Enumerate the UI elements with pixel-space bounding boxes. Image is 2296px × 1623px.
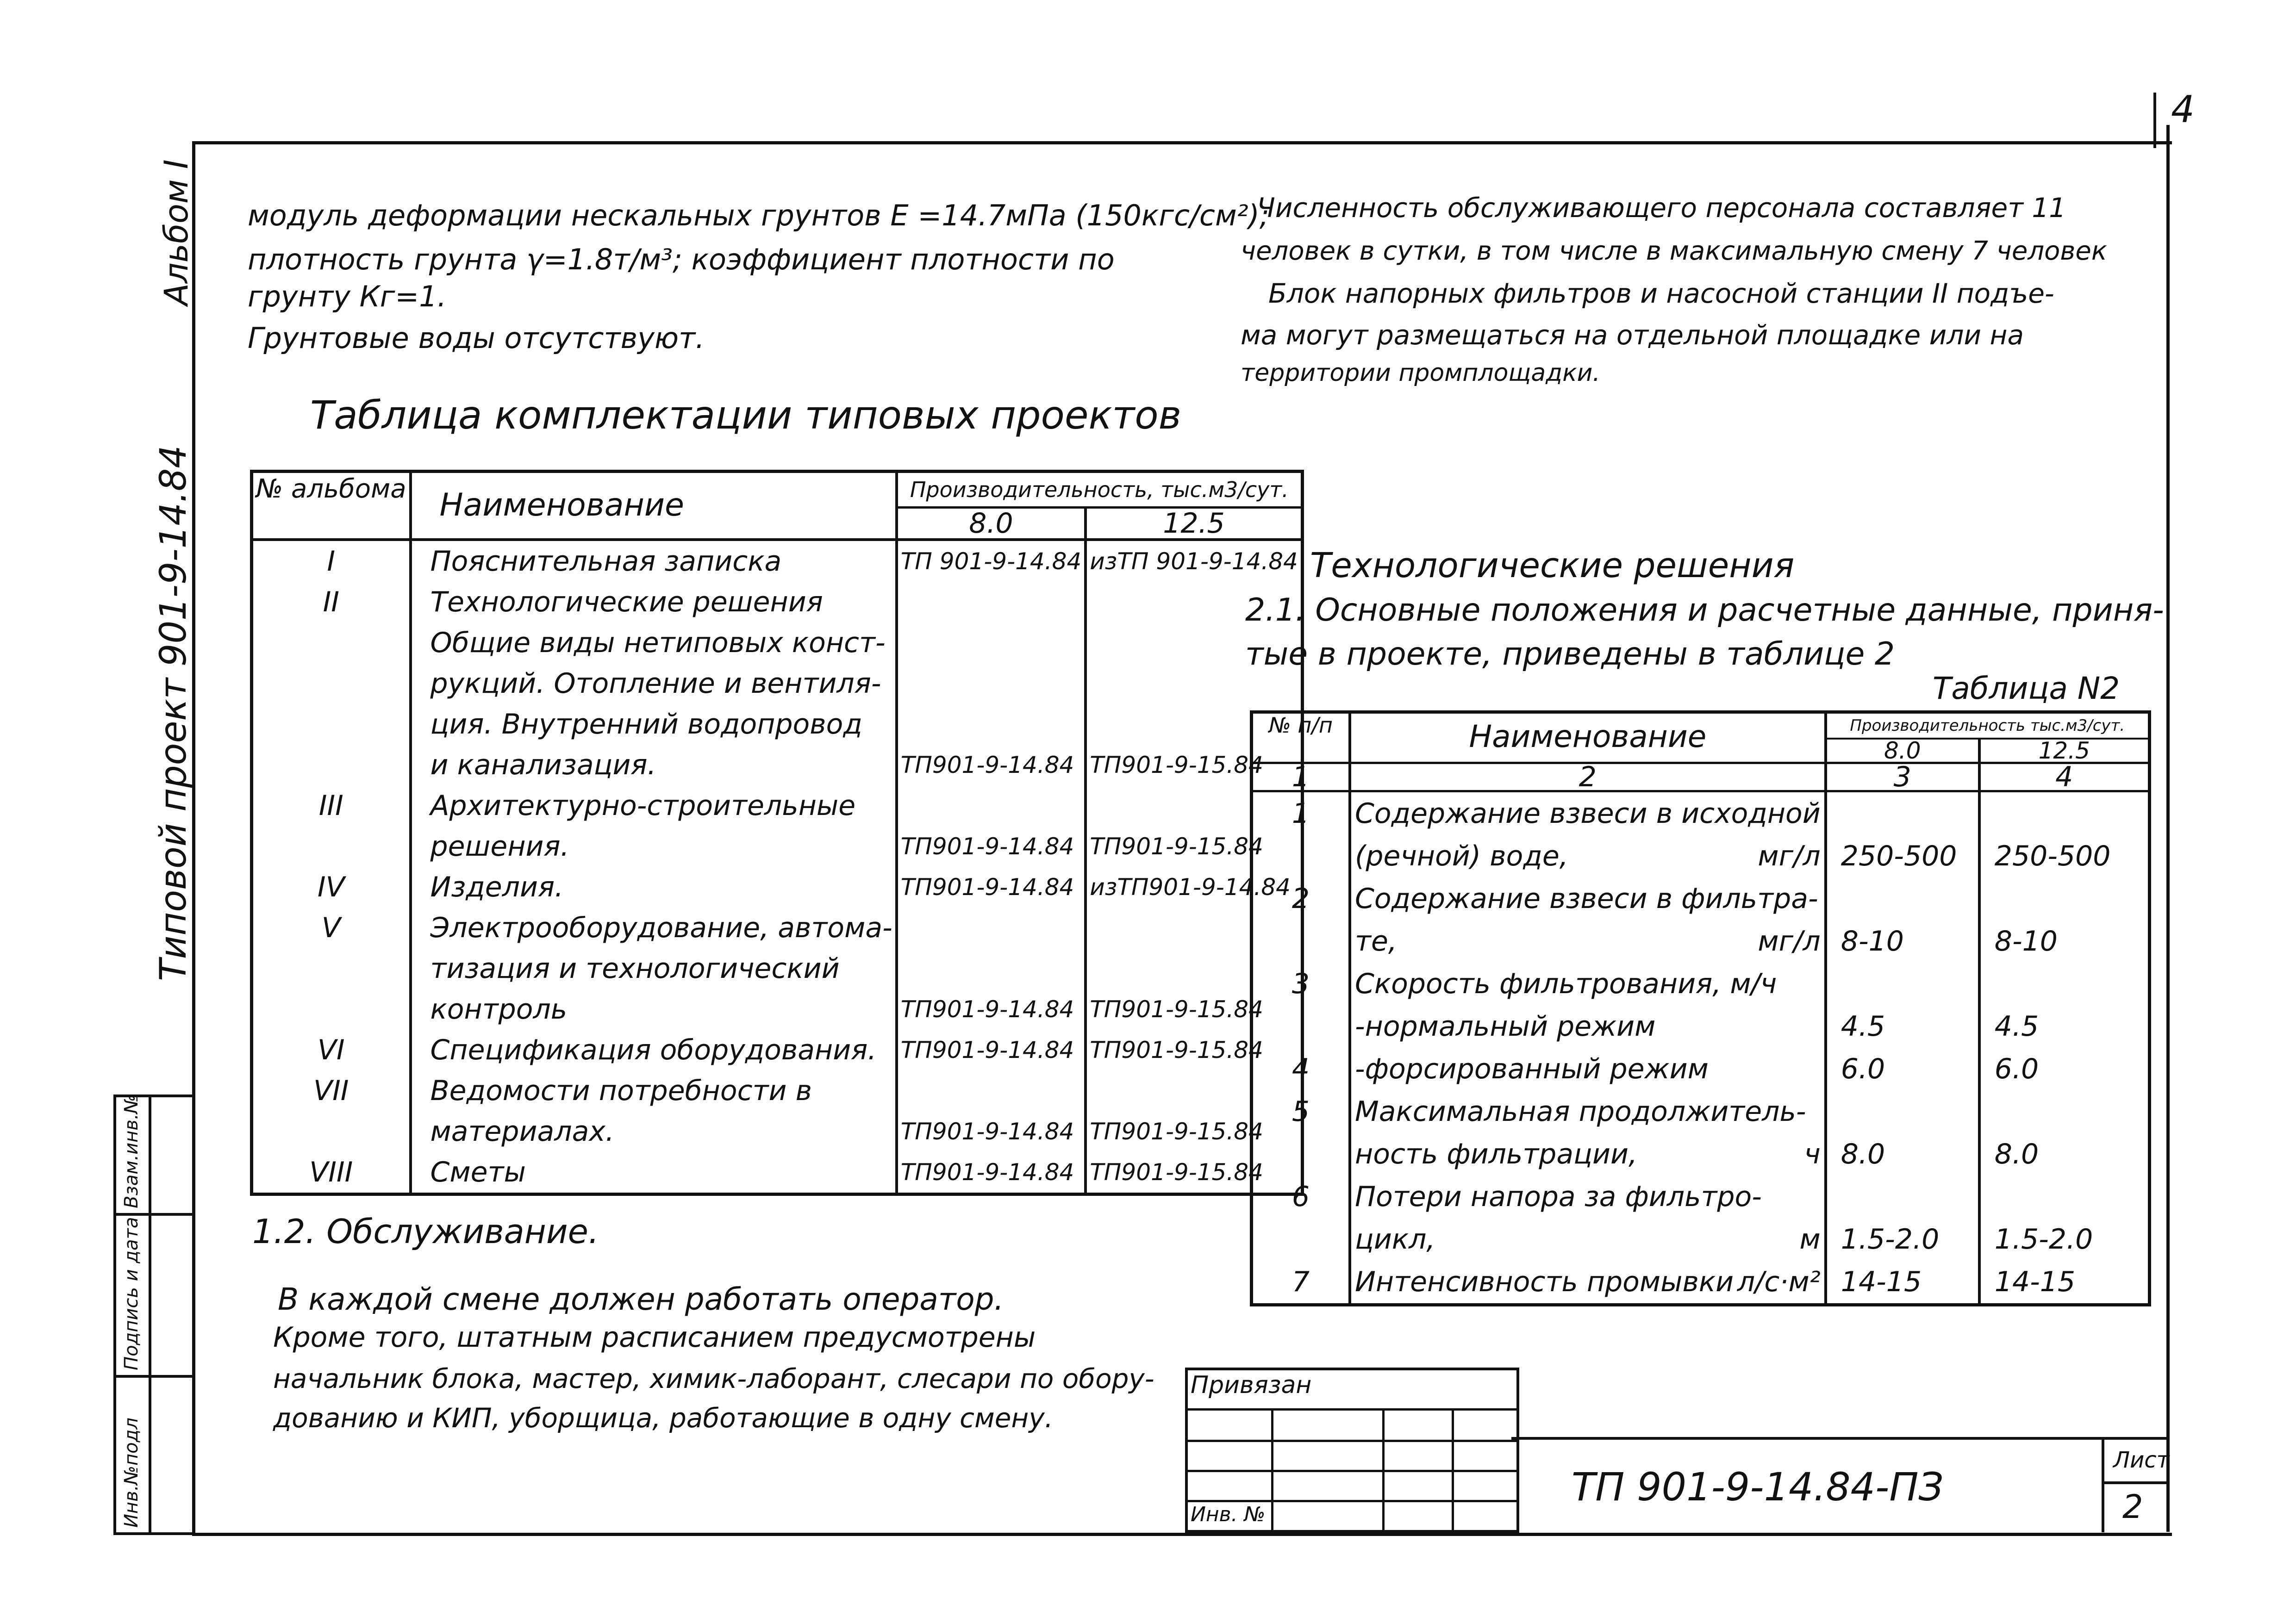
table2-colnum-4: 4 (1979, 763, 2150, 791)
staff-line-4: ма могут размещаться на отдельной площадке или на (1241, 319, 2024, 351)
table2-head-no: № п/п (1268, 713, 1333, 738)
table2-cell-c2: 4.5 (1979, 1005, 2150, 1048)
table2-cell-name (1350, 963, 1826, 1005)
table1-cell-c1: ТП 901-9-14.84 (897, 540, 1086, 582)
table2-row (1252, 1090, 2150, 1133)
table2-row (1252, 1261, 2150, 1305)
table2-cell-name (1350, 835, 1826, 877)
table1-cell-c2: ТП901-9-15.84 (1086, 826, 1302, 867)
table1-cell-c1: ТП901-9-14.84 (897, 989, 1086, 1030)
table1-row (252, 1111, 1303, 1152)
table2-cell-c2: 1.5-2.0 (1979, 1218, 2150, 1261)
table2-unit-text: мг/л (1758, 925, 1821, 958)
table1-cell-name: ция. Внутренний водопровод (411, 704, 897, 745)
table1-cell-c1 (897, 785, 1086, 826)
signature-date-label: Подпись и дата (121, 1217, 142, 1370)
table2-name-text: Интенсивность промывки (1355, 1266, 1734, 1298)
table2-unit-text: мг/л (1758, 840, 1821, 872)
table1-cell-no (252, 826, 411, 867)
table2-cell-no: 7 (1292, 1266, 1310, 1298)
table2-cell-no (1252, 1218, 1350, 1261)
table2-row (1252, 791, 2150, 835)
table2-cell-c2: 6.0 (1979, 1048, 2150, 1090)
table1-cell-no (252, 663, 411, 704)
sheet-number: 2 (2122, 1488, 2143, 1526)
table1-cell-c1: ТП901-9-14.84 (897, 1152, 1086, 1194)
table1-cell-name: Спецификация оборудования. (411, 1030, 897, 1070)
page-number-divider (2153, 93, 2156, 148)
table2-cell-name (1350, 1133, 1826, 1175)
table2-row (1252, 1048, 2150, 1090)
table2-row (1252, 1218, 2150, 1261)
title-block (1511, 1437, 2169, 1532)
table2-cell-c1: 250-500 (1826, 835, 1979, 877)
table2-cell-c1: 1.5-2.0 (1826, 1218, 1979, 1261)
stamp-inv-label: Инв. № (1191, 1503, 1266, 1526)
inv-podl-label: Инв.№подл (121, 1418, 142, 1528)
soil-text-line-1: модуль деформации нескальных грунтов E =14.7мПа (150кгс/см²); (248, 199, 1269, 232)
table2-cell-name (1350, 791, 1826, 835)
table2-cell-no: 4 (1292, 1053, 1310, 1085)
table2-row (1252, 877, 2150, 920)
table2-row (1252, 1005, 2150, 1048)
table2-unit-text: ч (1804, 1138, 1821, 1170)
staff-line-1: Численность обслуживающего персонала составляет 11 (1257, 192, 2066, 224)
table2-cell-c2 (1979, 877, 2150, 920)
staff-line-5: территории промплощадки. (1241, 359, 1600, 387)
stamp-privyazan-label: Привязан (1191, 1371, 1312, 1399)
table1-row (252, 908, 1303, 948)
table2-cell-c1: 8-10 (1826, 920, 1979, 963)
table1-row (252, 1152, 1303, 1194)
table1-cell-c1 (897, 948, 1086, 989)
service-heading: 1.2. Обслуживание. (252, 1212, 599, 1251)
project-side-label: Типовой проект 901-9-14.84 (153, 445, 194, 981)
table2-head-prod: Производительность тыс.м3/сут. (1826, 712, 2150, 739)
table2-cell-c2: 8-10 (1979, 920, 2150, 963)
tech-para-1: 2.1. Основные положения и расчетные данные, приня- (1245, 592, 2164, 628)
soil-text-line-3: грунту Кг=1. (248, 280, 447, 313)
table2-colnum-1: 1 (1292, 761, 1310, 793)
table2-cell-no: 3 (1292, 968, 1310, 1000)
table1-cell-c1 (897, 1070, 1086, 1111)
table2-cell-no (1252, 1005, 1350, 1048)
table2-cell-c2 (1979, 791, 2150, 835)
table1-head-prod: Производительность, тыс.м3/сут. (897, 472, 1303, 508)
table2-cell-c1 (1826, 877, 1979, 920)
table2-name-text: Скорость фильтрования, м/ч (1355, 968, 1777, 1000)
table2-row (1252, 1133, 2150, 1175)
table2-name-text: те, (1355, 925, 1397, 958)
table1-row (252, 745, 1303, 785)
staff-line-2: человек в сутки, в том числе в максимальную смену 7 человек (1241, 236, 2107, 266)
table1-cell-name: Общие виды нетиповых конст- (411, 622, 897, 663)
side-signature-box (113, 1094, 195, 1535)
sheet-label: Лист (2113, 1447, 2170, 1473)
table2-name-text: Содержание взвеси в фильтра- (1355, 883, 1818, 915)
table2-cell-c2 (1979, 963, 2150, 1005)
table2-cell-no: 2 (1292, 883, 1310, 915)
table1-cell-name: Технологические решения (411, 582, 897, 622)
table2-row (1252, 835, 2150, 877)
table2-cell-c2: 8.0 (1979, 1133, 2150, 1175)
tech-heading: Технологические решения (1310, 546, 1795, 585)
table1-cell-c2: ТП901-9-15.84 (1086, 745, 1302, 785)
table1-cell-no: II (323, 586, 339, 618)
table2-cell-c1: 14-15 (1826, 1261, 1979, 1305)
table2-cell-c1 (1826, 1090, 1979, 1133)
table2-cell-no (1252, 920, 1350, 963)
table2-cell-no (1252, 835, 1350, 877)
table2-colnum-2: 2 (1350, 763, 1826, 791)
service-line-2: Кроме того, штатным расписанием предусмотрены (273, 1321, 1036, 1354)
table1-row (252, 622, 1303, 663)
album-label: Альбом I (157, 159, 195, 305)
table2-row (1252, 963, 2150, 1005)
table1-row (252, 663, 1303, 704)
table1-row (252, 989, 1303, 1030)
table1-cell-name: Электрооборудование, автома- (411, 908, 897, 948)
frame-right-border (2166, 125, 2170, 1532)
table2-unit-text: л/с·м² (1737, 1266, 1821, 1298)
table1-cell-c1 (897, 908, 1086, 948)
table2-cell-c1: 4.5 (1826, 1005, 1979, 1048)
table1-cell-no (252, 745, 411, 785)
table2-cell-name (1350, 1005, 1826, 1048)
table2-cell-c2 (1979, 1175, 2150, 1218)
table1-head-name: Наименование (411, 472, 897, 540)
table2-cell-c1 (1826, 791, 1979, 835)
table1-row (252, 785, 1303, 826)
table1-cell-c1 (897, 582, 1086, 622)
table2-name-text: Максимальная продолжитель- (1355, 1095, 1806, 1128)
table1-cell-c2: ТП901-9-15.84 (1086, 1152, 1302, 1194)
soil-text-line-4: Грунтовые воды отсутствуют. (248, 321, 705, 355)
table2-cell-c1: 8.0 (1826, 1133, 1979, 1175)
table2-cell-c1: 6.0 (1826, 1048, 1979, 1090)
table1-cell-c1: ТП901-9-14.84 (897, 867, 1086, 908)
table1-row (252, 704, 1303, 745)
table1-cell-name: и канализация. (411, 745, 897, 785)
table1-cell-no: VIII (309, 1156, 353, 1188)
table2-cell-name (1350, 920, 1826, 963)
table2-cell-no: 1 (1292, 797, 1310, 830)
page-number: 4 (2171, 88, 2195, 131)
table2-head-name: Наименование (1350, 712, 1826, 763)
table1-cell-c1: ТП901-9-14.84 (897, 745, 1086, 785)
table2-name-text: ность фильтрации, (1355, 1138, 1638, 1170)
table1-cell-name: решения. (411, 826, 897, 867)
table2-row (1252, 920, 2150, 963)
service-line-3: начальник блока, мастер, химик-лаборант, слесари по обору- (273, 1363, 1154, 1394)
table2-head-c1: 8.0 (1826, 739, 1979, 763)
table1-cell-no: III (318, 790, 343, 822)
table1-cell-name: Ведомости потребности в (411, 1070, 897, 1111)
table2-row (1252, 1175, 2150, 1218)
table2-name-text: -нормальный режим (1355, 1010, 1656, 1043)
table2-cell-name (1350, 877, 1826, 920)
table1-cell-c2: ТП901-9-15.84 (1086, 989, 1302, 1030)
table2-cell-c1 (1826, 1175, 1979, 1218)
table2-cell-name (1350, 1261, 1826, 1305)
table1-row (252, 540, 1303, 582)
staff-line-3: Блок напорных фильтров и насосной станции II подъе- (1268, 278, 2054, 309)
table1-head-c2: 12.5 (1086, 508, 1302, 540)
table2-caption: Таблица N2 (1933, 671, 2120, 706)
table1-cell-no (252, 622, 411, 663)
table1-cell-c1 (897, 622, 1086, 663)
table1-cell-name: Архитектурно-строительные (411, 785, 897, 826)
process-data-table (1250, 710, 2151, 1306)
table1-cell-no (252, 704, 411, 745)
table2-cell-name (1350, 1048, 1826, 1090)
table2-cell-name (1350, 1090, 1826, 1133)
table2-cell-name (1350, 1218, 1826, 1261)
table1-cell-c1: ТП901-9-14.84 (897, 826, 1086, 867)
table1-row (252, 1070, 1303, 1111)
table1-row (252, 582, 1303, 622)
table1-cell-no: IV (317, 871, 345, 903)
table1-row (252, 826, 1303, 867)
table1-cell-c2: изТП901-9-14.84 (1086, 867, 1302, 908)
table2-name-text: (речной) воде, (1355, 840, 1568, 872)
projects-table (250, 470, 1304, 1196)
table1-cell-c2: ТП901-9-15.84 (1086, 1030, 1302, 1070)
table1-cell-c2: изТП 901-9-14.84 (1086, 540, 1302, 582)
table1-row (252, 867, 1303, 908)
table2-cell-no: 5 (1292, 1095, 1310, 1128)
table1-cell-c1 (897, 704, 1086, 745)
table1-cell-no (252, 989, 411, 1030)
table1-cell-name: рукций. Отопление и вентиля- (411, 663, 897, 704)
table1-cell-name: Сметы (411, 1152, 897, 1194)
table1-cell-name: Изделия. (411, 867, 897, 908)
table1-cell-name: контроль (411, 989, 897, 1030)
tech-para-2: тые в проекте, приведены в таблице 2 (1245, 636, 1895, 672)
table2-name-text: Содержание взвеси в исходной (1355, 797, 1821, 830)
table1-cell-no (252, 948, 411, 989)
table2-cell-name (1350, 1175, 1826, 1218)
table2-name-text: цикл, (1355, 1223, 1435, 1256)
table1-cell-no: VII (313, 1075, 349, 1107)
table1-title: Таблица комплектации типовых проектов (310, 392, 1182, 438)
table1-row (252, 948, 1303, 989)
table2-cell-c2: 14-15 (1979, 1261, 2150, 1305)
service-line-4: дованию и КИП, уборщица, работающие в одну смену. (273, 1402, 1054, 1434)
table1-head-c1: 8.0 (897, 508, 1086, 540)
service-line-1: В каждой смене должен работать оператор. (278, 1281, 1004, 1317)
table1-cell-name: материалах. (411, 1111, 897, 1152)
table1-cell-name: Пояснительная записка (411, 540, 897, 582)
table1-row (252, 1030, 1303, 1070)
table2-cell-c1 (1826, 963, 1979, 1005)
table1-cell-no: I (327, 545, 336, 578)
binding-stamp (1185, 1368, 1519, 1533)
table2-name-text: Потери напора за фильтро- (1355, 1181, 1762, 1213)
table1-cell-c1: ТП901-9-14.84 (897, 1111, 1086, 1152)
table2-unit-text: м (1799, 1223, 1821, 1256)
table1-head-no: № альбома (252, 472, 411, 540)
table1-cell-c2: ТП901-9-15.84 (1086, 1111, 1302, 1152)
table2-colnum-3: 3 (1826, 763, 1979, 791)
table1-cell-c1 (897, 663, 1086, 704)
vzam-inv-label: Взам.инв.№ (121, 1094, 142, 1208)
document-code: ТП 901-9-14.84-ПЗ (1572, 1464, 1944, 1510)
soil-text-line-2: плотность грунта γ=1.8т/м³; коэффициент плотности по (248, 243, 1115, 276)
table2-name-text: -форсированный режим (1355, 1053, 1709, 1085)
table1-cell-name: тизация и технологический (411, 948, 897, 989)
table1-cell-no: V (321, 912, 341, 944)
table2-head-c2: 12.5 (1979, 739, 2150, 763)
table2-cell-no: 6 (1292, 1181, 1310, 1213)
table1-cell-no: VI (317, 1034, 345, 1066)
table2-cell-c2: 250-500 (1979, 835, 2150, 877)
table2-cell-c2 (1979, 1090, 2150, 1133)
table2-cell-no (1252, 1133, 1350, 1175)
table1-cell-no (252, 1111, 411, 1152)
table1-cell-c1: ТП901-9-14.84 (897, 1030, 1086, 1070)
